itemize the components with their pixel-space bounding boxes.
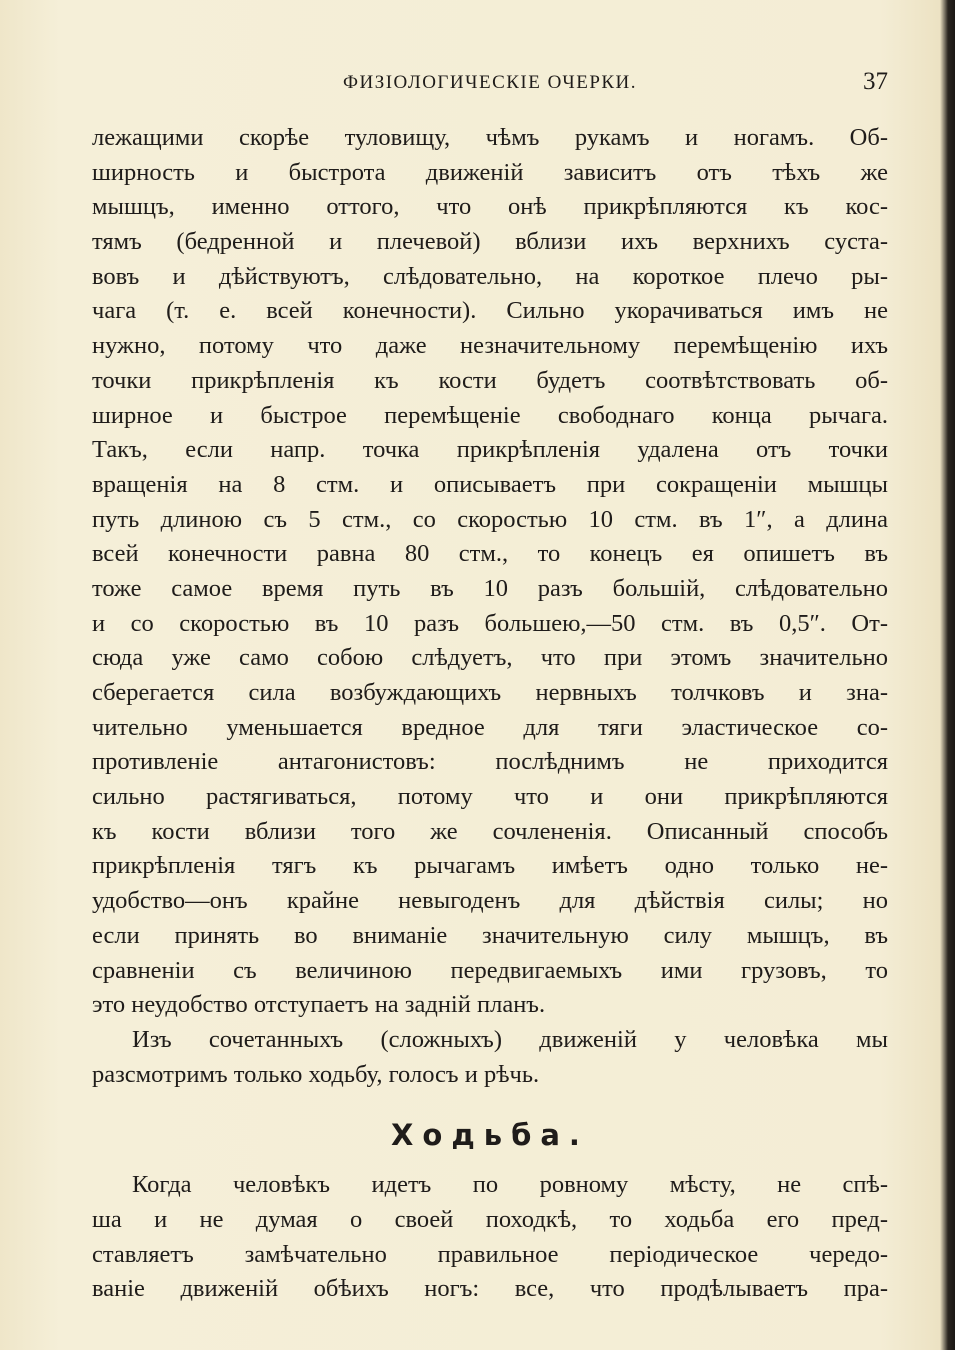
running-title: ФИЗІОЛОГИЧЕСКІЕ ОЧЕРКИ. [342,72,638,93]
paragraph-intro [92,1023,888,1092]
text-line: сравненіи съ величиною передвигаемыхъ ими грузовъ, то [92,956,888,984]
text-line: вращенія на 8 стм. и описываетъ при сокращеніи мышцы [92,470,888,498]
text-line: Когда человѣкъ идетъ по ровному мѣсту, не спѣ- [132,1171,888,1199]
text-line: разсмотримъ только ходьбу, голосъ и рѣчь. [92,1060,540,1088]
text-line: противленіе антагонистовъ: послѣднимъ не приходится [92,748,888,776]
text-line: нужно, потому что даже незначительному перемѣщенію ихъ [92,332,888,360]
text-line: прикрѣпленія тягъ къ рычагамъ имѣетъ одно только не- [92,852,888,880]
text-line: Изъ сочетанныхъ (сложныхъ) движеній у человѣка мы [132,1025,888,1053]
text-line: сберегается сила возбуждающихъ нервныхъ толчковъ и зна- [92,679,888,706]
text-line: ширность и быстрота движеній зависитъ отъ тѣхъ же [92,158,888,186]
text-line: ставляетъ замѣчательно правильное періодическое чередо- [92,1240,888,1268]
text-line: тямъ (бедренной и плечевой) вблизи ихъ верхнихъ суста- [92,228,888,256]
text-line: чага (т. е. всей конечности). Сильно укорачиваться имъ не [92,297,888,325]
text-line: Такъ, если напр. точка прикрѣпленія удалена отъ точки [92,436,888,464]
text-line: это неудобство отступаетъ на задній планъ. [92,991,546,1019]
text-line: точки прикрѣпленія къ кости будетъ соотвѣтствовать об- [92,366,888,394]
text-line: ширное и быстрое перемѣщеніе свободнаго конца рычага. [92,401,888,429]
text-line: удобство—онъ крайне невыгоденъ для дѣйствія силы; но [92,887,888,915]
text-line: вовъ и дѣйствуютъ, слѣдовательно, на короткое плечо ры- [92,262,888,290]
text-line: чительно уменьшается вредное для тяги эластическое со- [92,713,888,741]
text-line: если принять во вниманіе значительную силу мышцъ, въ [92,921,888,949]
page-body [92,121,888,1307]
text-line: путь длиною съ 5 стм., со скоростью 10 стм. въ 1″, а длина [92,505,888,533]
text-line: къ кости вблизи того же сочлененія. Описанный способъ [92,817,888,845]
page-header [92,68,888,100]
text-line: всей конечности равна 80 стм., то конецъ ея опишетъ въ [92,540,888,568]
page-number: 37 [863,68,888,95]
text-line: и со скоростью въ 10 разъ большею,—50 стм. въ 0,5″. От- [92,609,888,637]
text-line: мышцъ, именно оттого, что онѣ прикрѣпляются къ кос- [92,193,888,221]
text-line: сильно растягиваться, потому что и они прикрѣпляются [92,783,888,811]
paragraph-continuation [92,121,888,1023]
text-line: лежащими скорѣе туловищу, чѣмъ рукамъ и ногамъ. Об- [92,124,888,151]
text-line: тоже самое время путь въ 10 разъ большій, слѣдовательно [92,574,888,602]
section-heading: Ходьба. [391,1118,589,1153]
text-line: ваніе движеній обѣихъ ногъ: все, что продѣлываетъ пра- [92,1275,888,1303]
text-line: ша и не думая о своей походкѣ, то ходьба его пред- [92,1205,888,1233]
paragraph-walking [92,1168,888,1307]
text-line: сюда уже само собою слѣдуетъ, что при этомъ значительно [92,644,888,672]
